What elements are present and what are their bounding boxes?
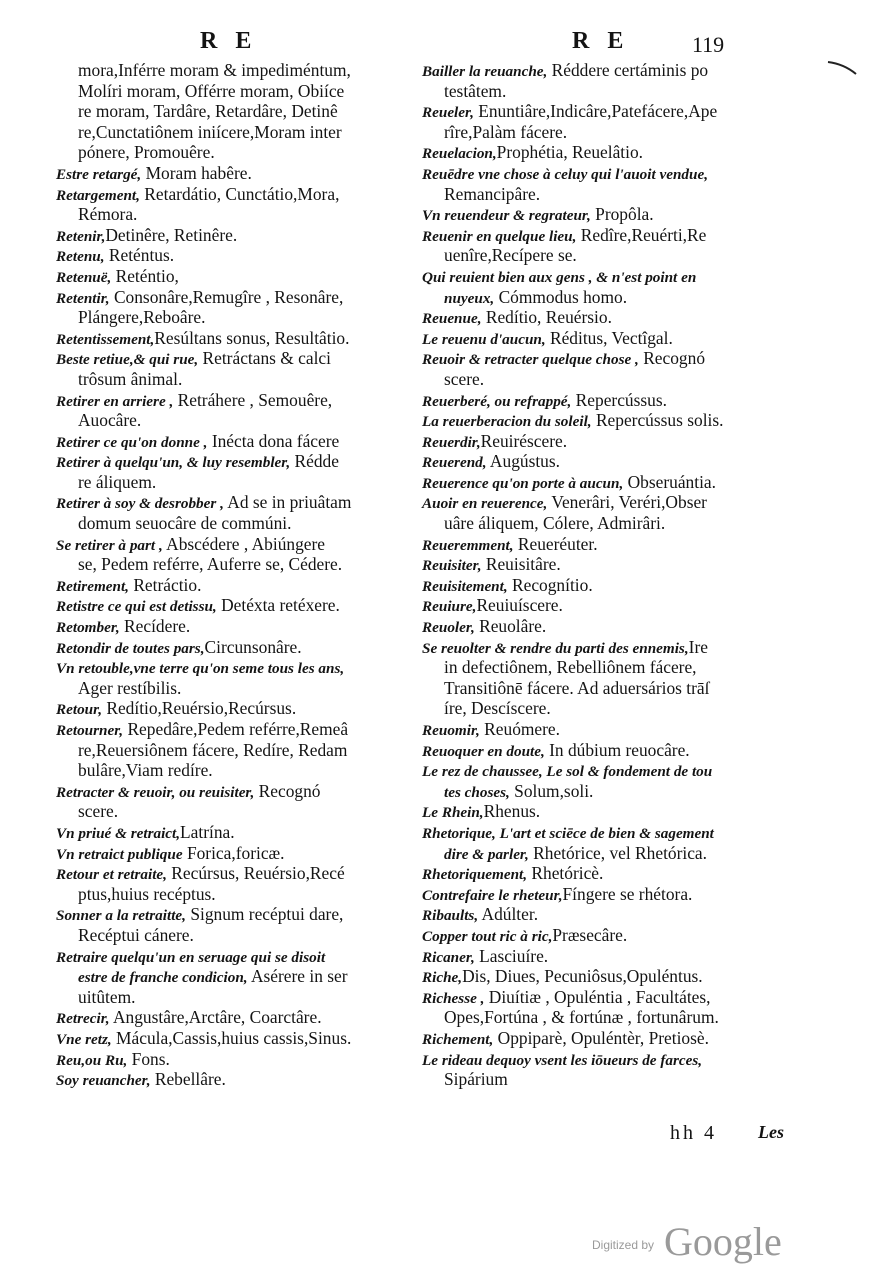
entry-headword: Vne retz, [56, 1030, 112, 1048]
entry-line [420, 616, 792, 637]
entry-text: Angustâre,Arctâre, Coarctâre. [109, 1007, 322, 1028]
entry-headword: Retirer ce qu'on donne , [56, 433, 208, 451]
entry-line [420, 740, 792, 761]
entry-text: Signum recéptui dare, [185, 904, 344, 925]
entry-line [420, 904, 792, 925]
entry-line [420, 184, 792, 205]
entry-text: Dis, Diues, Pecuniôsus,Opuléntus. [462, 966, 703, 987]
entry-text: uenîre,Recípere se. [444, 245, 577, 266]
entry-line [54, 513, 419, 534]
entry-line [420, 451, 792, 472]
entry-line [420, 287, 792, 308]
entry-headword: Reuerberé, ou refrappé, [422, 392, 572, 410]
entry-text: Remancipâre. [444, 183, 541, 204]
entry-headword: Vn retouble,vne terre qu'on seme tous les ans, [56, 660, 345, 678]
entry-line [420, 698, 792, 719]
entry-headword: Reuoir & retracter quelque chose , [422, 351, 639, 369]
running-header-right: R E [572, 28, 630, 54]
entry-line [54, 1007, 419, 1028]
entry-headword: Reuerence qu'on porte à aucun, [422, 474, 624, 492]
entry-text: Plángere,Reboâre. [78, 307, 206, 328]
entry-text: re,Cunctatiônem iniícere,Moram inter [78, 121, 342, 142]
entry-text: Retardátio, Cunctátio,Mora, [139, 183, 340, 204]
entry-text: Opes,Fortúna , & fortúnæ , fortunârum. [444, 1007, 719, 1028]
entry-line [54, 225, 419, 246]
entry-text: Redîre,Reuérti,Re [576, 224, 707, 245]
entry-line [54, 348, 419, 369]
entry-text: Rémora. [78, 204, 138, 225]
entry-headword: Le Rhein, [422, 804, 484, 822]
entry-line [420, 431, 792, 452]
entry-line [420, 534, 792, 555]
entry-headword: Retirer à soy & desrobber , [56, 495, 224, 513]
entry-headword: Copper tout ric à ric, [422, 927, 553, 945]
entry-headword: estre de franche condicion, [78, 969, 248, 987]
entry-line [420, 822, 792, 843]
entry-line [420, 60, 792, 81]
entry-text: bulâre,Viam redíre. [78, 760, 213, 781]
entry-text: domum seuocâre de commúni. [78, 513, 292, 534]
entry-headword: Retomber, [56, 619, 120, 637]
entry-headword: Retour et retraite, [56, 866, 167, 884]
entry-text: Recídere. [119, 616, 191, 637]
entry-line [54, 369, 419, 390]
entry-line [54, 492, 419, 513]
entry-text: Reuolâre. [474, 616, 547, 637]
entry-text: Ad se in priuâtam [223, 492, 352, 513]
entry-line [54, 657, 419, 678]
entry-text: Fons. [127, 1048, 170, 1069]
entry-line [54, 328, 419, 349]
entry-headword: Reu,ou Ru, [56, 1051, 128, 1069]
entry-line [54, 925, 419, 946]
entry-headword: Retrecir, [56, 1010, 110, 1028]
google-logo: Google [664, 1219, 782, 1264]
entry-headword: Reuenue, [422, 310, 482, 328]
entry-line [54, 822, 419, 843]
entry-text: Recognó [254, 780, 321, 801]
entry-line [420, 142, 792, 163]
entry-line [420, 801, 792, 822]
entry-text: Præsecâre. [552, 924, 628, 945]
entry-headword: Ribaults, [422, 907, 479, 925]
entry-text: uitûtem. [78, 986, 136, 1007]
entry-line [420, 925, 792, 946]
entry-text: In dúbium reuocâre. [544, 739, 690, 760]
entry-line [420, 328, 792, 349]
entry-headword: nuyeux, [444, 289, 495, 307]
entry-line [420, 637, 792, 658]
entry-line [54, 204, 419, 225]
entry-line [54, 122, 419, 143]
entry-headword: Retentissement, [56, 330, 155, 348]
entry-text: Lasciuíre. [474, 945, 549, 966]
entry-text: Oppiparè, Opuléntèr, Pretiosè. [493, 1027, 709, 1048]
entry-headword: Retirer à quelqu'un, & luy resembler, [56, 454, 291, 472]
entry-line [54, 431, 419, 452]
entry-headword: Retenir, [56, 227, 106, 245]
entry-headword: Se reuolter & rendre du parti des ennemis, [422, 639, 689, 657]
entry-line [54, 616, 419, 637]
entry-headword: Bailler la reuanche, [422, 63, 548, 80]
digitized-watermark [592, 1218, 782, 1265]
entry-line [420, 225, 792, 246]
entry-text: Prophétia, Reuelâtio. [496, 142, 644, 163]
entry-line [54, 534, 419, 555]
entry-line [420, 369, 792, 390]
entry-headword: Reuerdir, [422, 433, 481, 451]
entry-line [420, 863, 792, 884]
entry-headword: Le rez de chaussee, Le sol & fondement de tou [422, 763, 713, 781]
entry-line [54, 142, 419, 163]
entry-text: Mácula,Cassis,huius cassis,Sinus. [111, 1027, 352, 1048]
entry-headword: Reuomir, [422, 722, 480, 739]
entry-text: Recognó [638, 348, 706, 369]
entry-text: pónere, Promouêre. [78, 142, 215, 163]
entry-line [54, 554, 419, 575]
entry-line [420, 1069, 792, 1090]
right-column [420, 60, 792, 1090]
entry-line [420, 657, 792, 678]
entry-headword: Le rideau dequoy vsent les iōueurs de farces, [422, 1051, 703, 1069]
entry-text: in defectiônem, Rebelliônem fácere, [444, 657, 697, 678]
entry-text: Inécta dona fácere [207, 430, 340, 451]
entry-text: Molíri moram, Offérre moram, Obiíce [78, 80, 345, 101]
signature-mark: hh 4 [670, 1122, 717, 1144]
entry-line [54, 101, 419, 122]
entry-headword: Retour, [56, 701, 102, 719]
entry-text: rîre,Palàm fácere. [444, 121, 568, 142]
entry-headword: Retistre ce qui est detissu, [56, 598, 217, 616]
entry-line [420, 163, 792, 184]
entry-line [54, 1049, 419, 1070]
entry-line [54, 843, 419, 864]
entry-line [420, 554, 792, 575]
entry-text: Obseruántia. [623, 471, 716, 492]
entry-line [420, 513, 792, 534]
entry-line [420, 760, 792, 781]
entry-line [54, 987, 419, 1008]
entry-line [420, 781, 792, 802]
entry-text: Cómmodus homo. [494, 286, 628, 307]
entry-text: Consonâre,Remugîre , Resonâre, [109, 286, 344, 307]
entry-line [420, 390, 792, 411]
entry-headword: Contrefaire le rheteur, [422, 886, 563, 904]
entry-line [54, 60, 419, 81]
entry-text: re,Reuersiônem fácere, Redíre, Redam [78, 739, 348, 760]
entry-headword: Retirement, [56, 577, 129, 595]
entry-line [54, 81, 419, 102]
entry-headword: Retondir de toutes pars, [56, 639, 205, 657]
entry-text: Ire [688, 636, 708, 657]
entry-text: Sipárium [444, 1069, 508, 1090]
entry-text: se, Pedem reférre, Auferre se, Cédere. [78, 554, 343, 575]
entry-text: Ager restíbilis. [78, 677, 182, 698]
entry-text: Reténtus. [104, 245, 175, 266]
entry-line [54, 781, 419, 802]
entry-line [54, 575, 419, 596]
entry-headword: Reuoler, [422, 619, 475, 637]
entry-text: Detéxta retéxere. [216, 595, 340, 616]
entry-text: Adúlter. [478, 904, 539, 925]
entry-text: scere. [444, 368, 485, 389]
entry-line [420, 719, 792, 740]
entry-headword: Reuisiter, [422, 557, 482, 575]
entry-headword: Retargement, [56, 186, 140, 204]
entry-headword: Retenuë, [56, 268, 112, 286]
entry-headword: Richesse , [422, 989, 485, 1007]
entry-line [54, 966, 419, 987]
entry-text: re moram, Tardâre, Retardâre, Detinê [78, 101, 338, 122]
entry-line [420, 266, 792, 287]
entry-text: Retráhere , Semouêre, [173, 389, 333, 410]
entry-text: Reuómere. [479, 719, 560, 739]
entry-text: testâtem. [444, 80, 507, 101]
entry-line [420, 307, 792, 328]
entry-line [420, 987, 792, 1008]
entry-text: Resúltans sonus, Resultâtio. [154, 327, 350, 348]
entry-headword: Retirer en arriere , [56, 392, 174, 410]
watermark-small-text: Digitized by [592, 1238, 655, 1252]
entry-headword: Vn retraict publique [56, 845, 183, 863]
entry-line [54, 884, 419, 905]
entry-text: íre, Descíscere. [444, 698, 551, 719]
entry-headword: Reuelacion, [422, 145, 497, 163]
entry-text: Repercússus. [571, 389, 667, 410]
entry-line [54, 740, 419, 761]
entry-text: Circunsonâre. [204, 636, 302, 657]
entry-line [54, 410, 419, 431]
entry-headword: Se retirer à part , [56, 536, 163, 554]
entry-line [420, 492, 792, 513]
entry-line [54, 307, 419, 328]
entry-text: Reuiuíscere. [476, 595, 563, 616]
entry-line [54, 719, 419, 740]
entry-headword: Reuisitement, [422, 577, 508, 595]
entry-text: Diuítiæ , Opuléntia , Facultátes, [484, 986, 711, 1007]
entry-headword: Vn reuendeur & regrateur, [422, 207, 591, 225]
entry-text: Reueréuter. [513, 533, 598, 554]
entry-text: Réddere certáminis po [547, 60, 709, 80]
entry-text: Rebellâre. [150, 1069, 226, 1090]
entry-headword: Vn priué & retraict, [56, 824, 181, 842]
entry-line [420, 472, 792, 493]
entry-headword: Soy reuancher, [56, 1072, 151, 1090]
entry-headword: Reueremment, [422, 536, 514, 554]
entry-headword: Retentir, [56, 289, 110, 307]
entry-text: Redítio, Reuérsio. [481, 307, 612, 328]
entry-line [54, 184, 419, 205]
entry-line [54, 637, 419, 658]
entry-text: Auocâre. [78, 410, 142, 431]
entry-line [54, 472, 419, 493]
entry-headword: La reuerberacion du soleil, [422, 413, 592, 431]
entry-text: ptus,huius recéptus. [78, 883, 216, 904]
entry-headword: dire & parler, [444, 845, 529, 863]
entry-text: Rhetórice, vel Rhetórica. [528, 842, 707, 863]
entry-headword: Reuoquer en doute, [422, 742, 545, 760]
entry-text: Reuiréscere. [480, 430, 568, 451]
entry-text: Solum,soli. [509, 780, 594, 801]
entry-line [420, 946, 792, 967]
entry-line [54, 760, 419, 781]
entry-text: Retráctans & calci [198, 348, 331, 369]
entry-headword: tes choses, [444, 783, 510, 801]
entry-line [54, 595, 419, 616]
entry-headword: Sonner a la retraitte, [56, 907, 186, 925]
entry-text: Latrína. [180, 821, 235, 842]
entry-text: mora,Inférre moram & impediméntum, [78, 60, 351, 80]
entry-line [54, 904, 419, 925]
entry-text: Asérere in ser [247, 966, 348, 987]
entry-text: Transitiônē fácere. Ad aduersários trāſ [444, 677, 710, 698]
entry-headword: Rhetoriquement, [422, 866, 528, 884]
entry-text: Augústus. [486, 451, 560, 472]
entry-text: Rédde [290, 451, 339, 472]
entry-headword: Retraire quelqu'un en seruage qui se disoit [56, 948, 326, 966]
entry-text: Fíngere se rhétora. [562, 883, 693, 904]
entry-line [54, 678, 419, 699]
entry-text: scere. [78, 801, 119, 822]
entry-text: Redítio,Reuérsio,Recúrsus. [102, 698, 297, 719]
left-column [54, 60, 419, 1090]
entry-line [420, 884, 792, 905]
entry-line [420, 81, 792, 102]
entry-headword: Le reuenu d'aucun, [422, 330, 546, 348]
entry-headword: Beste retiue,& qui rue, [56, 351, 199, 369]
entry-text: Recúrsus, Reuérsio,Recé [166, 863, 345, 884]
entry-text: Recéptui cánere. [78, 924, 194, 945]
entry-text: Rhenus. [483, 801, 541, 822]
entry-text: Propôla. [590, 204, 654, 225]
entry-line [420, 1007, 792, 1028]
entry-line [54, 163, 419, 184]
entry-line [54, 863, 419, 884]
entry-text: uâre áliquem, Cólere, Admirâri. [444, 513, 666, 534]
catchword: Les [758, 1122, 784, 1142]
entry-headword: Retourner, [56, 722, 124, 739]
entry-headword: Retenu, [56, 248, 105, 266]
entry-text: Recognítio. [507, 574, 593, 595]
entry-line [420, 101, 792, 122]
entry-line [54, 287, 419, 308]
entry-line [420, 575, 792, 596]
entry-line [420, 595, 792, 616]
entry-text: Reténtio, [111, 265, 179, 286]
running-header-left: R E [200, 28, 258, 54]
entry-line [420, 966, 792, 987]
entry-line [54, 245, 419, 266]
entry-headword: Reuēdre vne chose à celuy qui l'auoit vendue, [422, 165, 709, 183]
entry-text: Forica,foricæ. [182, 842, 285, 863]
entry-headword: Qui reuient bien aux gens , & n'est point en [422, 268, 697, 286]
entry-text: Enuntiâre,Indicâre,Patefácere,Ape [473, 101, 718, 122]
entry-headword: Reueler, [422, 104, 474, 122]
entry-text: Abscédere , Abiúngere [162, 533, 326, 554]
entry-line [420, 843, 792, 864]
entry-line [420, 122, 792, 143]
ink-mark [826, 58, 862, 78]
entry-text: Reuisitâre. [481, 554, 561, 575]
entry-line [54, 451, 419, 472]
entry-headword: Auoir en reuerence, [422, 495, 548, 513]
entry-text: Venerâri, Veréri,Obser [547, 492, 707, 513]
entry-headword: Reuenir en quelque lieu, [422, 227, 577, 245]
entry-line [420, 348, 792, 369]
entry-line [54, 801, 419, 822]
entry-text: Repercússus solis. [591, 410, 724, 431]
entry-headword: Estre retargé, [56, 165, 142, 183]
entry-text: Retráctio. [128, 574, 202, 595]
entry-line [420, 204, 792, 225]
entry-line [54, 946, 419, 967]
entry-line [54, 390, 419, 411]
entry-headword: Rhetorique, L'art et sciēce de bien & sagement [422, 824, 714, 842]
entry-text: trôsum ânimal. [78, 368, 183, 389]
entry-text: re áliquem. [78, 471, 157, 492]
entry-line [420, 1028, 792, 1049]
entry-headword: Reuerend, [422, 454, 487, 472]
entry-line [420, 410, 792, 431]
entry-text: Repedâre,Pedem reférre,Remeâ [123, 719, 349, 739]
entry-headword: Riche, [422, 969, 463, 987]
entry-line [420, 1049, 792, 1070]
entry-line [54, 1028, 419, 1049]
entry-headword: Retracter & reuoir, ou reuisiter, [56, 783, 255, 801]
entry-text: Detinêre, Retinêre. [105, 224, 238, 245]
entry-line [54, 698, 419, 719]
entry-text: Moram habêre. [141, 162, 252, 183]
entry-headword: Ricaner, [422, 948, 475, 966]
entry-line [420, 678, 792, 699]
entry-text: Rhetóricè. [527, 863, 604, 884]
entry-line [420, 245, 792, 266]
entry-line [54, 1069, 419, 1090]
page-number: 119 [692, 32, 725, 57]
entry-headword: Richement, [422, 1030, 494, 1048]
entry-line [54, 266, 419, 287]
entry-headword: Reuiure, [422, 598, 477, 616]
entry-text: Réditus, Vectîgal. [545, 327, 673, 348]
